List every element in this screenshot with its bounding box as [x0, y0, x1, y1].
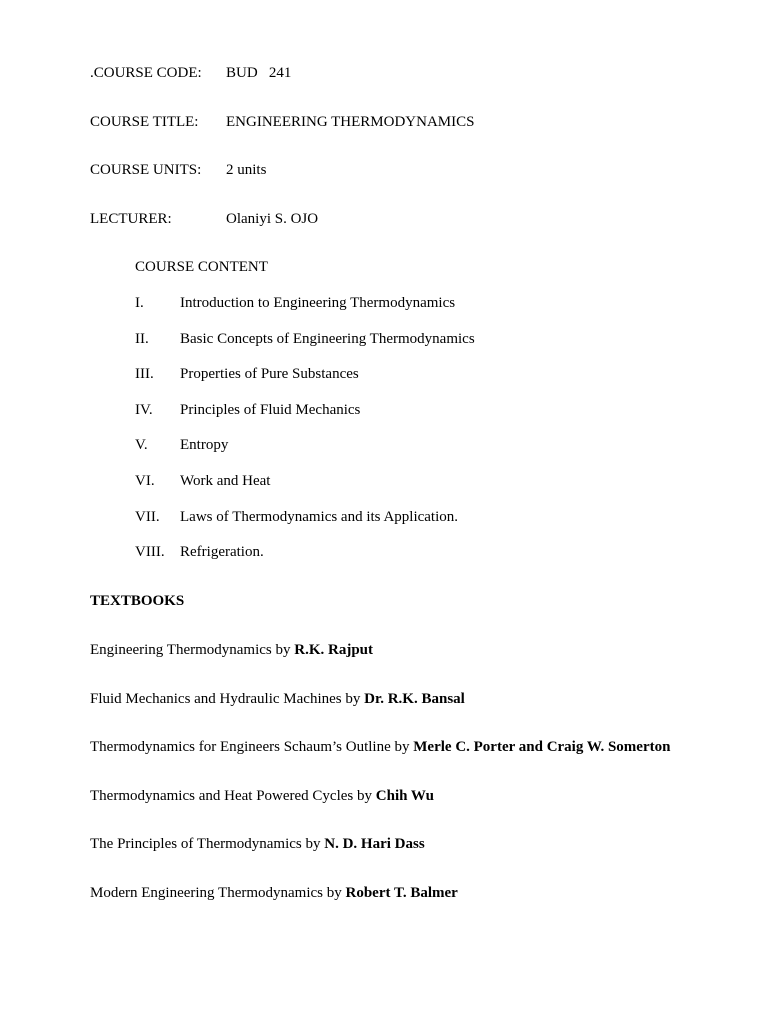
list-item-text: Laws of Thermodynamics and its Application. — [180, 508, 459, 525]
course-content-list — [135, 294, 655, 579]
list-item-numeral: III. — [135, 366, 154, 383]
list-item-numeral: I. — [135, 295, 144, 311]
textbook-title: Thermodynamics and Heat Powered Cycles by — [90, 787, 376, 804]
textbook-author: N. D. Hari Dass — [324, 836, 425, 853]
list-item-text: Principles of Fluid Mechanics — [180, 401, 361, 418]
course-title-value: ENGINEERING THERMODYNAMICS — [226, 114, 475, 130]
course-content-heading: COURSE CONTENT — [135, 259, 268, 275]
list-item-numeral: II. — [135, 330, 149, 347]
textbook-author: Chih Wu — [375, 787, 435, 804]
list-item-text: Work and Heat — [180, 472, 271, 489]
list-item-numeral: VIII. — [135, 544, 165, 561]
list-item — [135, 365, 655, 401]
textbook-title: Thermodynamics for Engineers Schaum’s Outline by — [90, 739, 414, 756]
lecturer-label: LECTURER: — [90, 211, 172, 227]
list-item — [135, 543, 655, 579]
course-code-value: BUD 241 — [226, 65, 292, 81]
list-item-text: Entropy — [180, 437, 229, 454]
lecturer-value: Olaniyi S. OJO — [226, 211, 319, 227]
textbook-title: Modern Engineering Thermodynamics by — [90, 884, 346, 901]
list-item — [135, 401, 655, 437]
textbook-author: R.K. Rajput — [294, 642, 374, 658]
list-item-numeral: VII. — [135, 508, 160, 525]
textbook-item — [90, 690, 730, 739]
course-units-value: 2 units — [226, 162, 267, 178]
list-item-text: Properties of Pure Substances — [180, 366, 359, 383]
textbook-author: Robert T. Balmer — [345, 884, 458, 901]
textbook-item — [90, 787, 730, 836]
list-item-text: Refrigeration. — [180, 544, 264, 561]
course-code-label: .COURSE CODE: — [90, 65, 202, 81]
textbook-item — [90, 835, 730, 884]
list-item — [135, 472, 655, 508]
course-title-label: COURSE TITLE: — [90, 114, 199, 130]
textbook-title: Fluid Mechanics and Hydraulic Machines by — [90, 690, 365, 707]
textbook-list — [90, 641, 730, 933]
textbook-item — [90, 738, 730, 787]
list-item-numeral: VI. — [135, 472, 155, 489]
textbook-author: Dr. R.K. Bansal — [364, 690, 465, 707]
list-item — [135, 508, 655, 544]
textbook-item — [90, 884, 730, 933]
list-item-numeral: IV. — [135, 401, 153, 418]
list-item — [135, 294, 655, 330]
textbook-title: Engineering Thermodynamics by — [90, 642, 295, 658]
textbook-item — [90, 641, 730, 690]
course-units-label: COURSE UNITS: — [90, 162, 202, 178]
textbook-title: The Principles of Thermodynamics by — [90, 836, 325, 853]
list-item-text: Introduction to Engineering Thermodynamics — [180, 295, 456, 311]
list-item-numeral: V. — [135, 437, 148, 454]
list-item-text: Basic Concepts of Engineering Thermodynamics — [180, 330, 475, 347]
list-item — [135, 436, 655, 472]
textbook-author: Merle C. Porter and Craig W. Somerton — [413, 739, 671, 756]
list-item — [135, 330, 655, 366]
textbooks-heading: TEXTBOOKS — [90, 593, 185, 609]
